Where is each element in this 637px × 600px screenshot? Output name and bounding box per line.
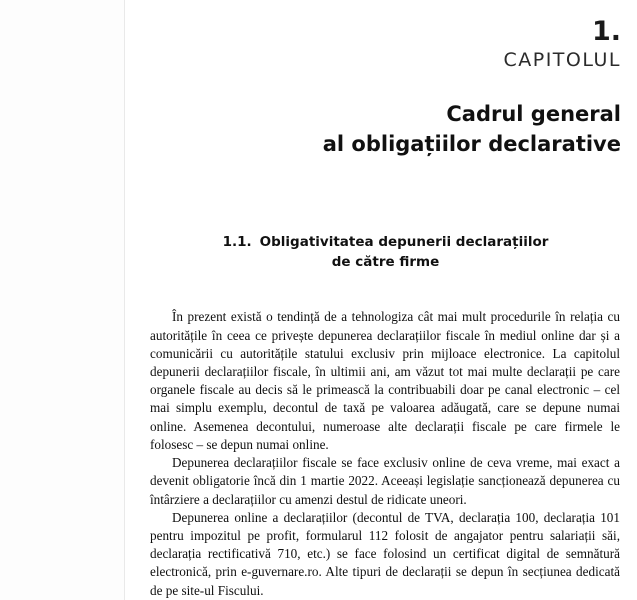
chapter-title — [124, 99, 637, 160]
chapter-heading — [124, 0, 637, 71]
chapter-number: 1. — [591, 16, 621, 47]
section-heading — [124, 232, 637, 273]
paragraph: În prezent există o tendință de a tehnologiza cât mai mult procedurile în relația cu autoritățile în ceea ce privește depunerea declarațiilor fiscale în mediul online dar și a comunicării cu autoritățile statului exclusiv prin mijloace electronice. La capitolul depunerii declarațiilor fiscale, în ultimii ani, am văzut tot mai multe declarații pe care organele fiscale au decis să le primească la contribuabili doar pe canal electronic – cel mai simplu exemplu, decontul de taxă pe valoarea adăugată, care se depune numai online. Asemenea decontului, numeroase alte declarații fiscale pe care firmele le folosesc – se depun numai online. — [150, 309, 620, 452]
page-left-margin — [0, 0, 125, 600]
section-title-line2: de către firme — [331, 254, 440, 271]
paragraph: Depunerea online a declarațiilor (decontul de TVA, declarația 100, declarația 101 pentru impozitul pe profit, formularul 112 folosit de angajator pentru salariații săi, declarația rectificativă 710, etc.) se face folosind un certificat digital de semnătură electronică, prin e-guvernare.ro. Alte tipuri de declarații se depun în secțiunea dedicată de pe site-ul Fiscului. — [150, 509, 620, 598]
section-number: 1.1. — [222, 233, 252, 250]
chapter-title-line2: al obligațiilor declarative — [322, 132, 621, 157]
page-content — [124, 0, 637, 600]
chapter-title-line1: Cadrul general — [446, 102, 621, 126]
paragraph: Depunerea declarațiilor fiscale se face exclusiv online de ceva vreme, mai exact a devenit obligatorie încă din 1 martie 2022. Aceeași legislație sancționează depunerea cu întârziere a declarațiilor cu amenzi destul de ridicate uneori. — [150, 455, 620, 507]
chapter-label: CAPITOLUL — [503, 49, 621, 71]
section-title-line1: Obligativitatea depunerii declarațiilor — [259, 233, 549, 250]
body-text — [124, 308, 637, 600]
